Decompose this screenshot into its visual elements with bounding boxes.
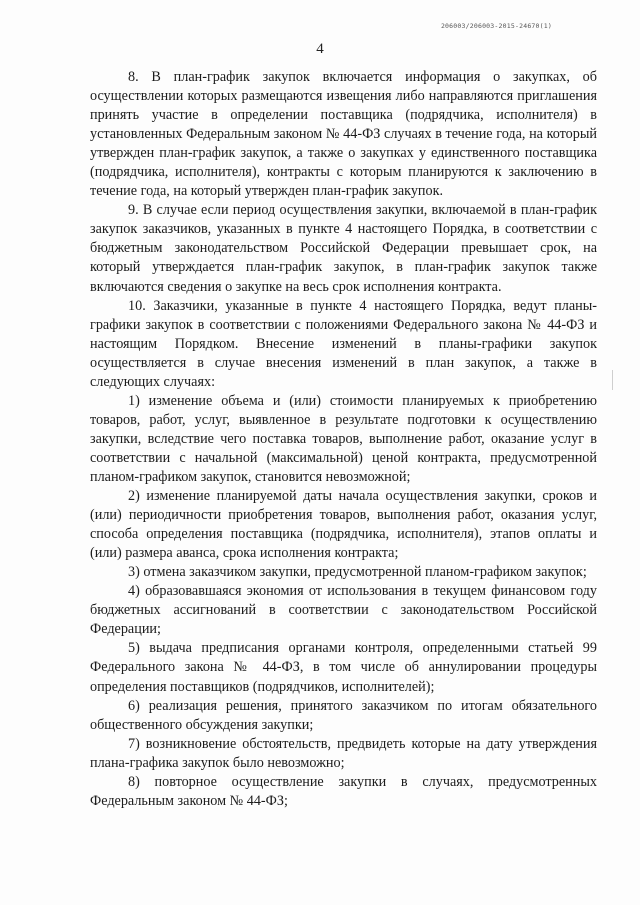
page-number: 4 xyxy=(316,41,324,57)
list-item-4: 4) образовавшаяся экономия от использования в текущем финансовом году бюджетных ассигнований в соответствии с законодательством Российской Федерации; xyxy=(90,583,597,638)
list-item-3: 3) отмена заказчиком закупки, предусмотренной планом-графиком закупок; xyxy=(128,564,587,581)
document-id: 206003/206003-2015-24670(1) xyxy=(440,22,552,30)
list-item-7: 7) возникновение обстоятельств, предвидеть которые на дату утверждения плана-графика закупок было невозможно; xyxy=(90,735,597,771)
document-body xyxy=(90,68,597,811)
list-item-1: 1) изменение объема и (или) стоимости планируемых к приобретению товаров, работ, услуг, выявленное в результате подготовки к осуществлению закупки, вследствие чего поставка товаров, выполнение работ, оказание услуг в соответствии с начальной (максимальной) ценой контракта, предусмотренной планом-графиком закупок, становится невозможной; xyxy=(90,392,597,485)
paragraph-9: 9. В случае если период осуществления закупки, включаемой в план-график закупок заказчиков, указанных в пункте 4 настоящего Порядка, в соответствии с бюджетным законодательством Российской Федерации превышает срок, на который утверждается план-график закупок, в план-график закупок также включаются сведения о закупке на весь срок исполнения контракта. xyxy=(90,202,597,295)
scan-margin-mark xyxy=(612,370,613,390)
list-item-2: 2) изменение планируемой даты начала осуществления закупки, сроков и (или) периодичности приобретения товаров, выполнения работ, оказания услуг, способа определения поставщика (подрядчика, исполнителя), этапов оплаты и (или) размера аванса, срока исполнения контракта; xyxy=(90,488,597,562)
list-item-5: 5) выдача предписания органами контроля, определенными статьей 99 Федерального закона № 44-ФЗ, в том числе об аннулировании процедуры определения поставщиков (подрядчиков, исполнителей); xyxy=(90,640,597,695)
paragraph-8: 8. В план-график закупок включается информация о закупках, об осуществлении которых размещаются извещения либо направляются приглашения принять участие в определении поставщика (подрядчика, исполнителя) в установленных Федеральным законом № 44-ФЗ случаях в течение года, на который утвержден план-график закупок, а также о закупках у единственного поставщика (подрядчика, исполнителя), контракты с которым планируются к заключению в течение года, на который утвержден план-график закупок. xyxy=(90,69,597,200)
paragraph-10: 10. Заказчики, указанные в пункте 4 настоящего Порядка, ведут планы-графики закупок в соответствии с положениями Федерального закона № 44-ФЗ и настоящим Порядком. Внесение изменений в планы-графики закупок осуществляется в случае внесения изменений в план закупок, а также в следующих случаях: xyxy=(90,297,597,390)
list-item-6: 6) реализация решения, принятого заказчиком по итогам обязательного общественного обсуждения закупки; xyxy=(90,697,597,733)
list-item-8: 8) повторное осуществление закупки в случаях, предусмотренных Федеральным законом № 44-ФЗ; xyxy=(90,773,597,809)
